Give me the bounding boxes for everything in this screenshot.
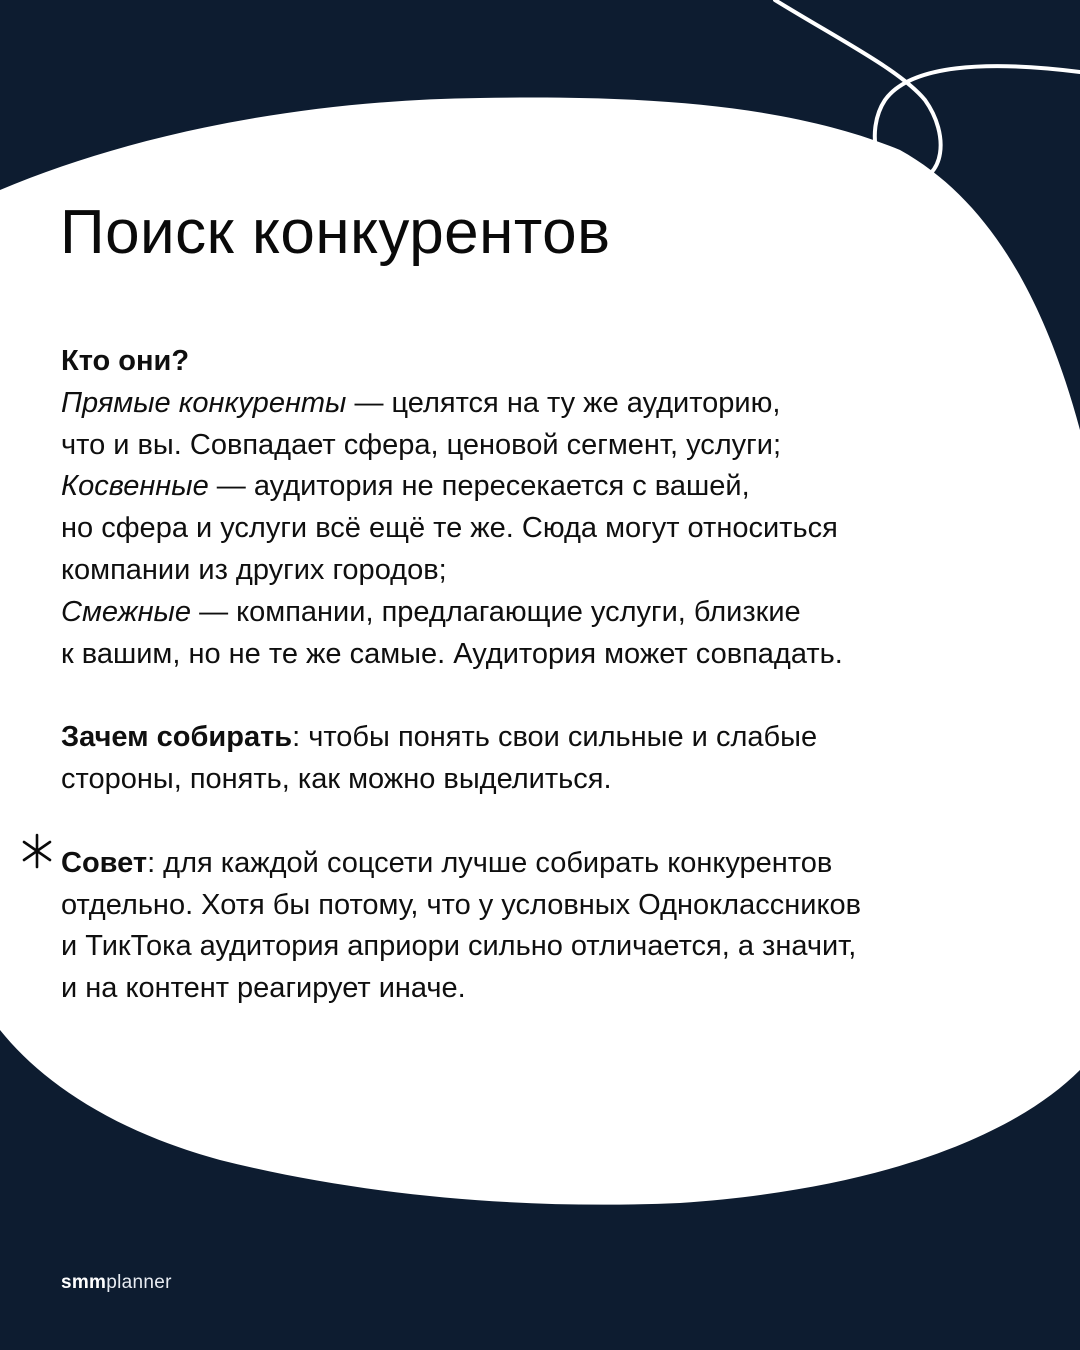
- adjacent-competitors-term: Смежные: [61, 595, 192, 628]
- direct-competitors-term: Прямые конкуренты: [61, 386, 347, 419]
- who-heading: Кто они?: [61, 345, 190, 377]
- tip-line-1: [61, 843, 1041, 885]
- indirect-competitors-term: Косвенные: [61, 470, 209, 503]
- direct-competitors-line-2: что и вы. Совпадает сфера, ценовой сегмент, услуги;: [61, 428, 782, 461]
- brand-logo-bold: smm: [61, 1272, 107, 1293]
- tip-line-2: отдельно. Хотя бы потому, что у условных Одноклассников: [61, 888, 861, 921]
- indirect-competitors-line-3: компании из других городов;: [61, 553, 447, 586]
- brand-logo: [61, 1272, 172, 1294]
- spacer: [61, 675, 1041, 717]
- asterisk-icon: [17, 831, 57, 871]
- indirect-competitors-text: — аудитория не пересекается с вашей,: [208, 470, 750, 503]
- page-title: Поиск конкурентов: [60, 198, 611, 267]
- tip-text: : для каждой соцсети лучше собирать конкурентов: [147, 846, 833, 879]
- adjacent-competitors-line-1: [61, 592, 1041, 634]
- tip-line-3: и ТикТока аудитория априори сильно отличается, а значит,: [61, 930, 857, 963]
- brand-logo-light: planner: [106, 1272, 172, 1293]
- indirect-competitors-line-2: но сфера и услуги всё ещё те же. Сюда могут относиться: [61, 512, 838, 545]
- tip-line-4: и на контент реагирует иначе.: [61, 972, 466, 1005]
- main-text: [61, 341, 1041, 1010]
- why-line-2: стороны, понять, как можно выделиться.: [61, 762, 612, 795]
- direct-competitors-line-1: [61, 383, 1041, 425]
- tip-block: [61, 843, 1041, 1010]
- why-label: Зачем собирать: [61, 721, 293, 754]
- tip-label: Совет: [61, 846, 148, 879]
- why-line-1: [61, 717, 1041, 759]
- indirect-competitors-line-1: [61, 466, 1041, 508]
- direct-competitors-text: — целятся на ту же аудиторию,: [346, 386, 781, 419]
- why-text: : чтобы понять свои сильные и слабые: [292, 721, 818, 754]
- adjacent-competitors-line-2: к вашим, но не те же самые. Аудитория может совпадать.: [61, 637, 843, 670]
- adjacent-competitors-text: — компании, предлагающие услуги, близкие: [191, 595, 801, 628]
